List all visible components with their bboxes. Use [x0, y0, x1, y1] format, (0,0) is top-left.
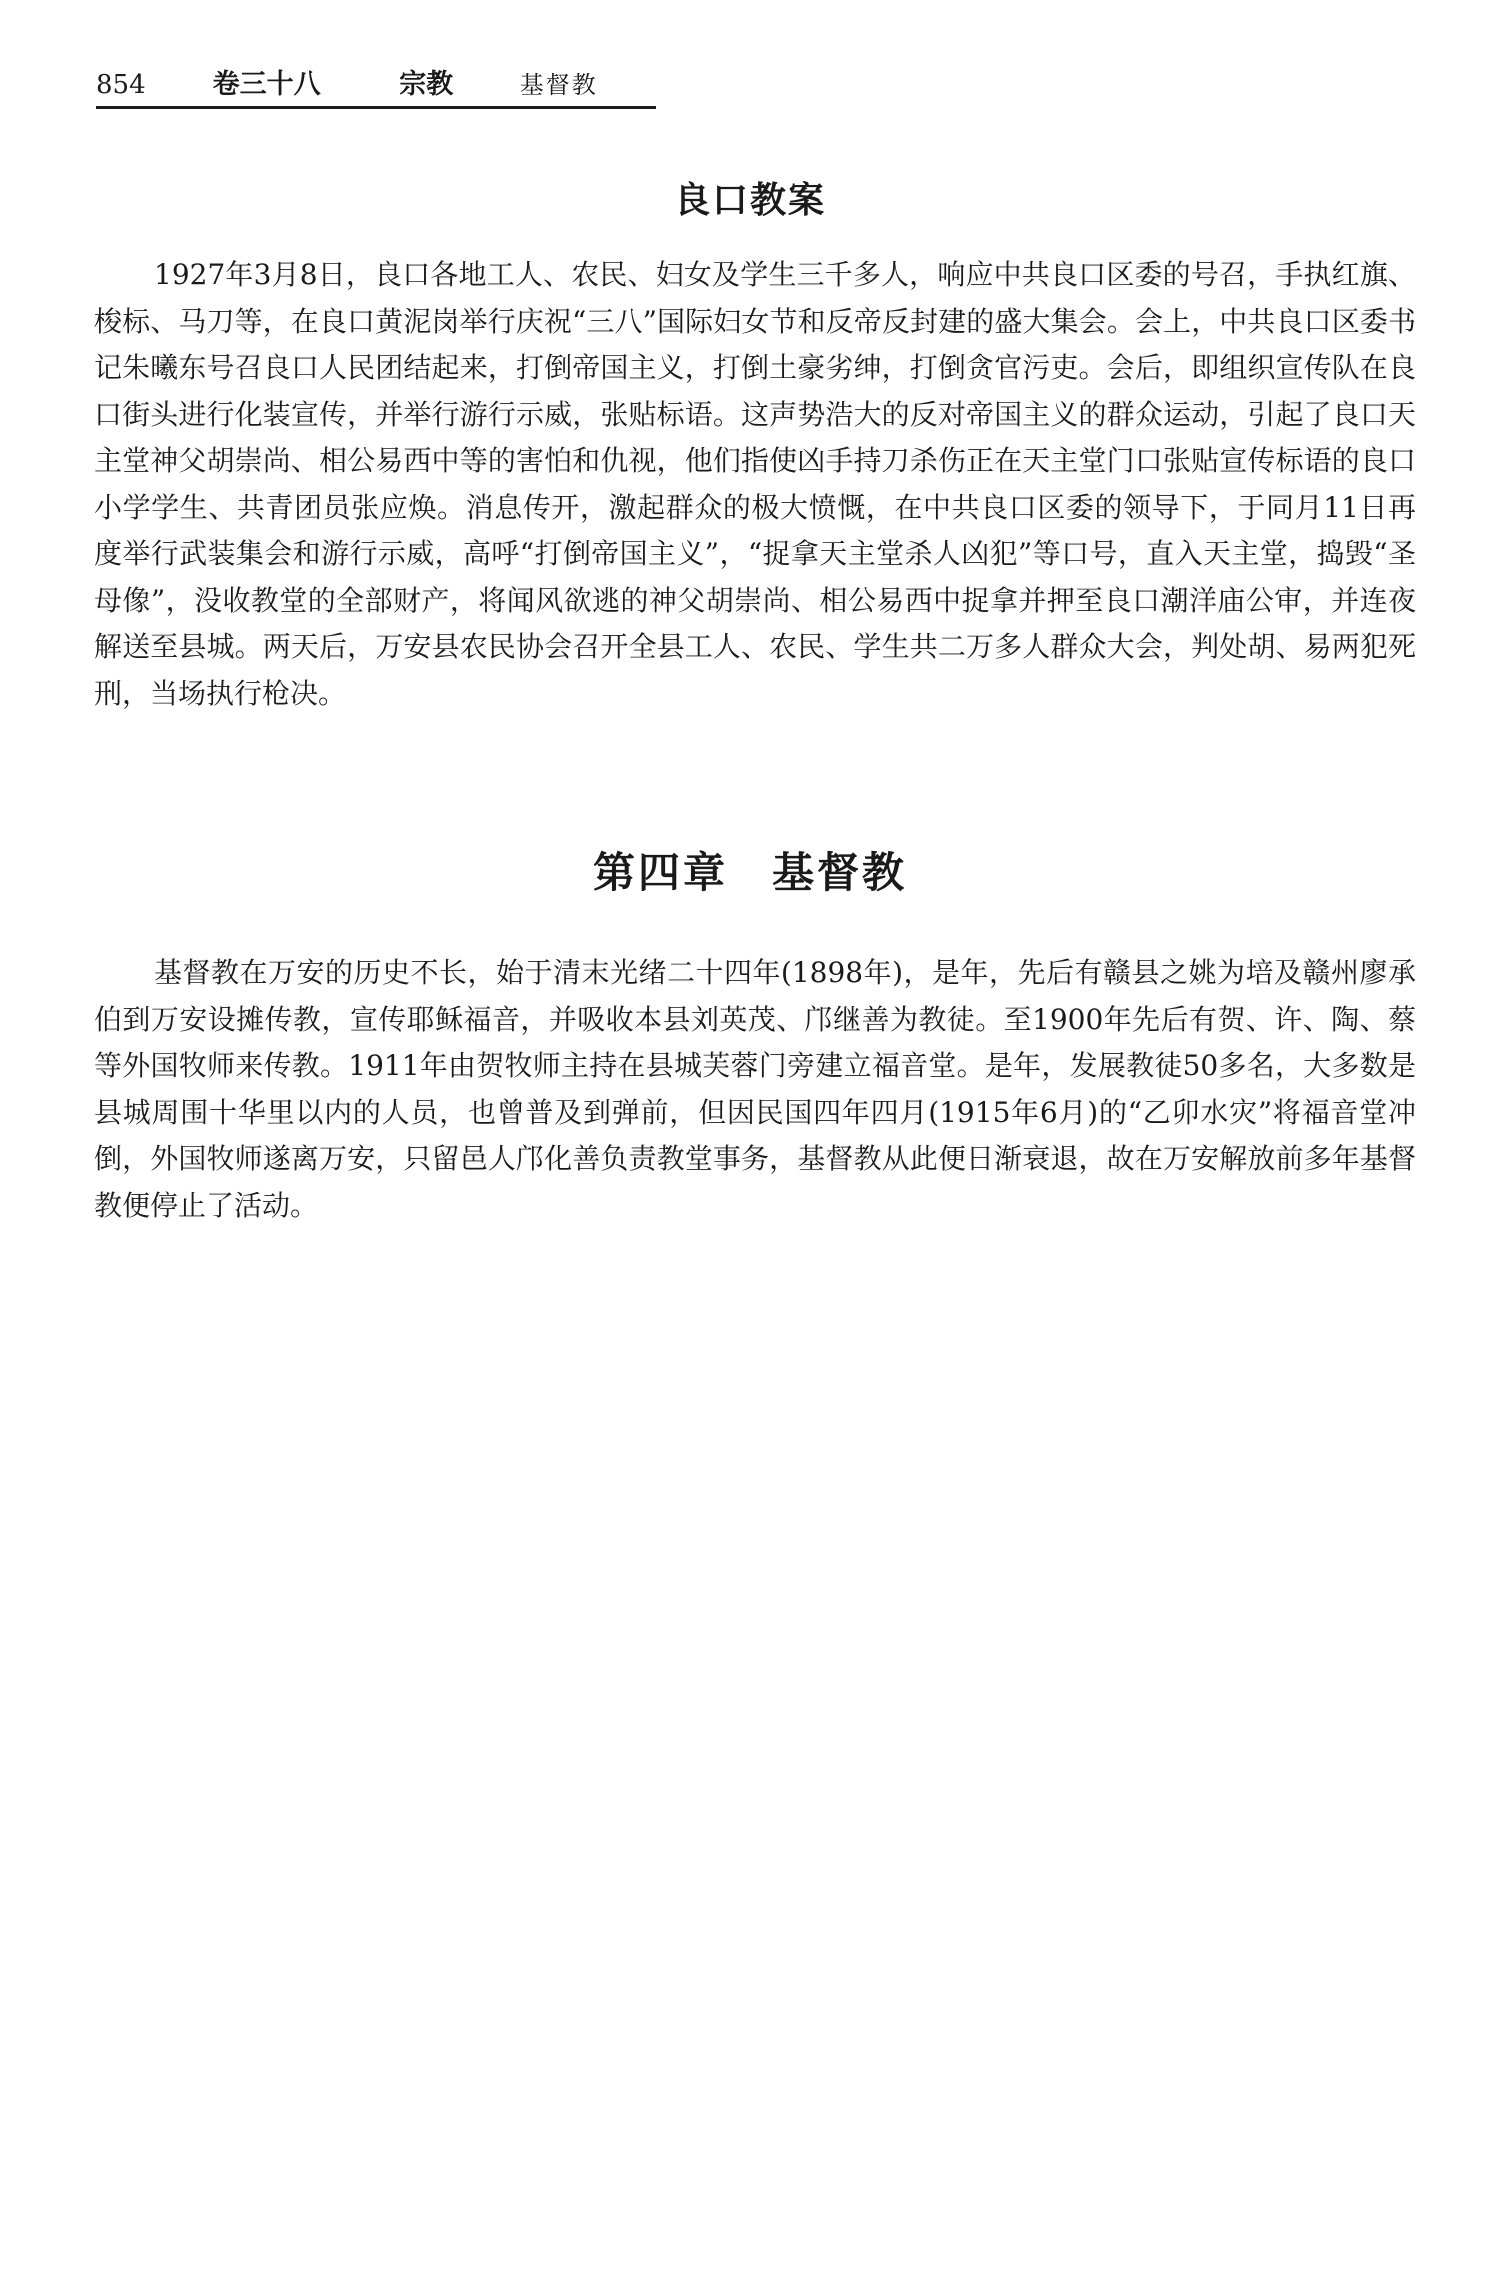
running-header	[96, 64, 656, 109]
section-label: 宗教	[399, 69, 454, 100]
chapter-title: 基督教	[772, 848, 908, 897]
chapter-paragraph: 基督教在万安的历史不长，始于清末光绪二十四年(1898年)，是年，先后有赣县之姚为培及赣州廖承伯到万安设摊传教，宣传耶稣福音，并吸收本县刘英茂、邝继善为教徒。至1900年先后有贺、许、陶、蔡等外国牧师来传教。1911年由贺牧师主持在县城芙蓉门旁建立福音堂。是年，发展教徒50多名，大多数是县城周围十华里以内的人员，也曾普及到弹前，但因民国四年四月(1915年6月)的“乙卯水灾”将福音堂冲倒，外国牧师遂离万安，只留邑人邝化善负责教堂事务，基督教从此便日渐衰退，故在万安解放前多年基督教便停止了活动。	[94, 956, 1416, 1222]
section-title: 良口教案	[673, 180, 826, 221]
subsection-label: 基督教	[519, 71, 598, 99]
page-number: 854	[96, 70, 146, 100]
section-paragraph: 1927年3月8日，良口各地工人、农民、妇女及学生三千多人，响应中共良口区委的号召，手执红旗、梭标、马刀等，在良口黄泥岗举行庆祝“三八”国际妇女节和反帝反封建的盛大集会。会上，中共良口区委书记朱曦东号召良口人民团结起来，打倒帝国主义，打倒土豪劣绅，打倒贪官污吏。会后，即组织宣传队在良口街头进行化装宣传，并举行游行示威，张贴标语。这声势浩大的反对帝国主义的群众运动，引起了良口天主堂神父胡崇尚、相公易西中等的害怕和仇视，他们指使凶手持刀杀伤正在天主堂门口张贴宣传标语的良口小学学生、共青团员张应焕。消息传开，激起群众的极大愤慨，在中共良口区委的领导下，于同月11日再度举行武装集会和游行示威，高呼“打倒帝国主义”，“捉拿天主堂杀人凶犯”等口号，直入天主堂，捣毁“圣母像”，没收教堂的全部财产，将闻风欲逃的神父胡崇尚、相公易西中捉拿并押至良口潮洋庙公审，并连夜解送至县城。两天后，万安县农民协会召开全县工人、农民、学生共二万多人群众大会，判处胡、易两犯死刑，当场执行枪决。	[94, 258, 1416, 710]
volume-label: 卷三十八	[212, 69, 321, 100]
chapter-heading	[0, 840, 1500, 900]
chapter-number: 第四章	[592, 848, 728, 897]
